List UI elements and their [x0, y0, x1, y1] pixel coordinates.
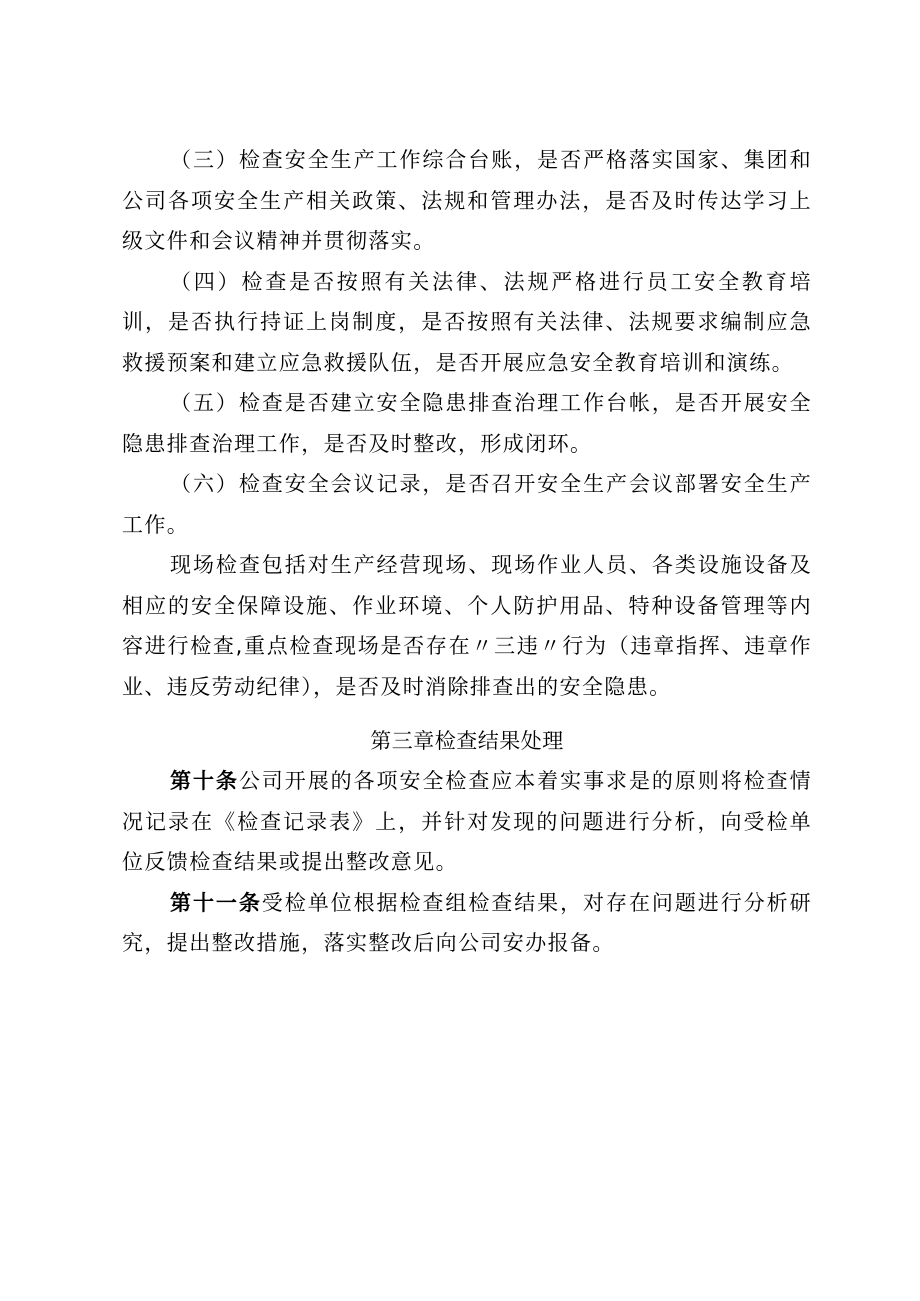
article-11	[122, 883, 812, 964]
paragraph-item-3: （三）检查安全生产工作综合台账，是否严格落实国家、集团和公司各项安全生产相关政策、法规和管理办法，是否及时传达学习上级文件和会议精神并贯彻落实。	[122, 148, 812, 253]
article-11-label: 第十一条	[170, 890, 262, 915]
chapter-title: 第三章检查结果处理	[370, 729, 564, 753]
article-11-text: 受检单位根据检查组检查结果，对存在问题进行分析研究，提出整改措施，落实整改后向公司安办报备。	[122, 890, 812, 955]
paragraph-item-6: （六）检查安全会议记录，是否召开安全生产会议部署安全生产工作。	[122, 472, 812, 537]
paragraph-onsite-inspection: 现场检查包括对生产经营现场、现场作业人员、各类设施设备及相应的安全保障设施、作业环境、个人防护用品、特种设备管理等内容进行检查,重点检查现场是否存在〃三违〃行为（违章指挥、违章作业、违反劳动纪律），是否及时消除排查出的安全隐患。	[122, 553, 812, 699]
paragraph-item-5: （五）检查是否建立安全隐患排查治理工作台帐，是否开展安全隐患排查治理工作，是否及时整改，形成闭环。	[122, 391, 812, 456]
article-10-text: 公司开展的各项安全检查应本着实事求是的原则将检查情况记录在《检查记录表》上，并针对发现的问题进行分析，向受检单位反馈检查结果或提出整改意见。	[122, 769, 813, 874]
paragraph-item-4: （四）检查是否按照有关法律、法规严格进行员工安全教育培训，是否执行持证上岗制度，是否按照有关法律、法规要求编制应急救援预案和建立应急救援队伍，是否开展应急安全教育培训和演练。	[122, 269, 812, 375]
article-10-label: 第十条	[170, 769, 239, 793]
article-10	[122, 761, 812, 883]
document-body	[122, 140, 812, 964]
